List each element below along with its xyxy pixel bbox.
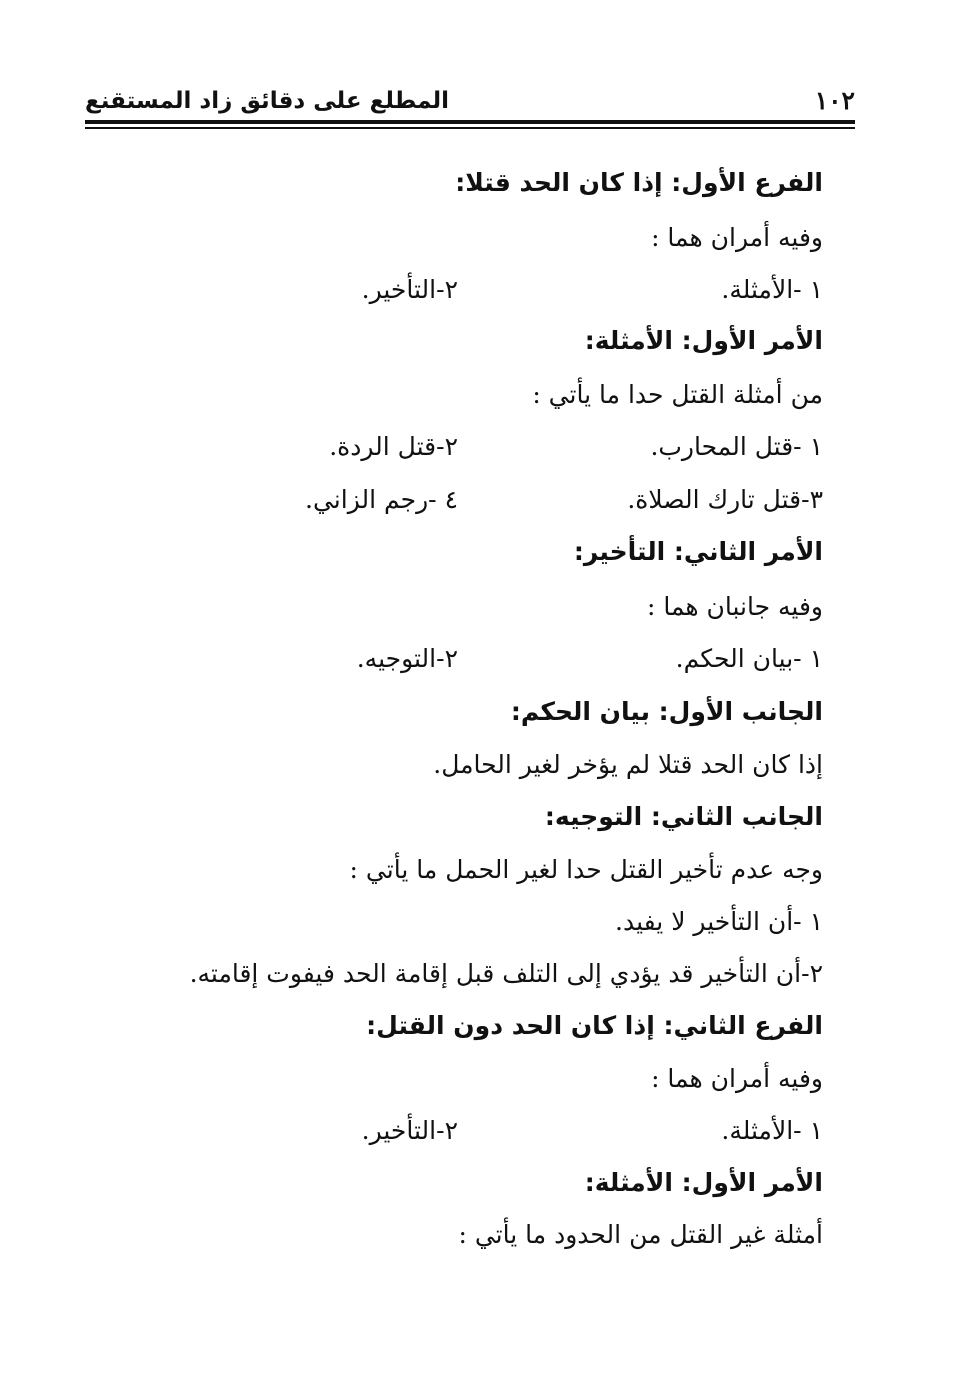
- list-item: ١ -قتل المحارب.: [650, 432, 823, 461]
- list-item: ٤ -رجم الزاني.: [305, 485, 458, 514]
- section-heading: الجانب الثاني: التوجيه:: [544, 802, 823, 831]
- paragraph-line: وفيه جانبان هما :: [646, 592, 823, 621]
- paragraph-line: من أمثلة القتل حدا ما يأتي :: [532, 380, 823, 409]
- section-heading: الأمر الأول: الأمثلة:: [584, 1168, 823, 1197]
- section-heading: الأمر الثاني: التأخير:: [573, 537, 823, 566]
- list-row: [123, 427, 823, 467]
- list-item: ١ -الأمثلة.: [721, 1116, 823, 1145]
- page-number: ١٠٢: [814, 86, 855, 115]
- paragraph-line: أمثلة غير القتل من الحدود ما يأتي :: [458, 1220, 823, 1249]
- list-item: ٢-التوجيه.: [356, 644, 458, 673]
- list-row: [123, 639, 823, 679]
- paragraph-line: وجه عدم تأخير القتل حدا لغير الحمل ما يأتي :: [349, 855, 823, 884]
- list-row: [123, 480, 823, 520]
- section-heading: الفرع الثاني: إذا كان الحد دون القتل:: [366, 1011, 823, 1040]
- list-item: ١ -بيان الحكم.: [675, 644, 823, 673]
- paragraph-line: وفيه أمران هما :: [651, 1064, 823, 1093]
- section-heading: الفرع الأول: إذا كان الحد قتلا:: [455, 168, 823, 197]
- paragraph-line: إذا كان الحد قتلا لم يؤخر لغير الحامل.: [433, 750, 823, 779]
- header-rule-thin: [85, 127, 855, 129]
- list-item: ٣-قتل تارك الصلاة.: [627, 485, 823, 514]
- list-item: ٢-التأخير.: [361, 275, 458, 304]
- book-title: المطلع على دقائق زاد المستقنع: [85, 88, 450, 114]
- header-rule-thick: [85, 120, 855, 124]
- section-heading: الجانب الأول: بيان الحكم:: [510, 697, 823, 726]
- list-row: [123, 270, 823, 310]
- paragraph-line: وفيه أمران هما :: [651, 223, 823, 252]
- list-item: ٢-التأخير.: [361, 1116, 458, 1145]
- list-item: ١ -الأمثلة.: [721, 275, 823, 304]
- list-row: [123, 1111, 823, 1151]
- paragraph-line: ٢-أن التأخير قد يؤدي إلى التلف قبل إقامة الحد فيفوت إقامته.: [189, 959, 823, 988]
- section-heading: الأمر الأول: الأمثلة:: [584, 326, 823, 355]
- list-item: ٢-قتل الردة.: [329, 432, 458, 461]
- paragraph-line: ١ -أن التأخير لا يفيد.: [615, 907, 823, 936]
